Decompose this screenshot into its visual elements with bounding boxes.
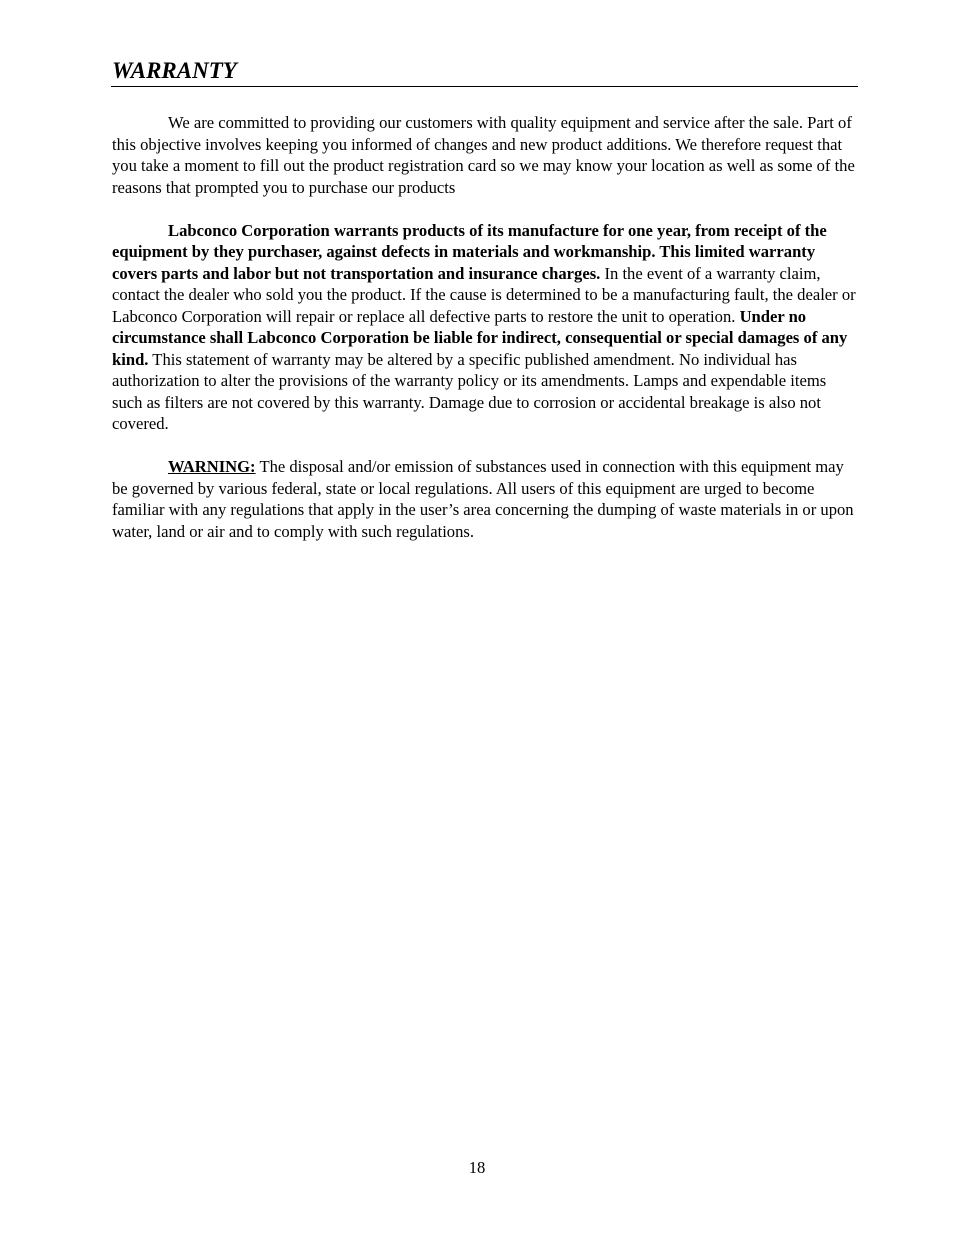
liability-statement: Under no circumstance shall Labconco Corporation be liable for indirect, consequential or special damages of any kind. [112, 306, 848, 369]
page-number: 18 [468, 1158, 486, 1177]
page-title: WARRANTY [112, 58, 237, 83]
warranty-closing-text: This statement of warranty may be altered by a specific published amendment. No individual has authorization to alter the provisions of the warranty policy or its amendments. Lamps and expendable items such as filters are not covered by this warranty. Damage due to corrosion or accidental breakage is also not covered. [112, 349, 827, 433]
warranty-claim-text: In the event of a warranty claim, contact the dealer who sold you the product. If the cause is determined to be a manufacturing fault, the dealer or Labconco Corporation will repair or replace all defective parts to restore the unit to operation. [112, 263, 856, 326]
intro-paragraph: We are committed to providing our customers with quality equipment and service after the sale. Part of this objective involves keeping you informed of changes and new product additions. We therefore request that you take a moment to fill out the product registration card so we may know your location as well as some of the reasons that prompted you to purchase our products [112, 113, 855, 197]
document-body [112, 112, 858, 564]
warning-label: WARNING: [168, 457, 256, 476]
page-heading [111, 56, 858, 87]
warranty-paragraph [112, 220, 858, 435]
warning-paragraph [112, 456, 858, 542]
warranty-statement: Labconco Corporation warrants products of its manufacture for one year, from receipt of the equipment by they purchaser, against defects in materials and workmanship. This limited warranty covers parts and labor but not transportation and insurance charges. [112, 220, 827, 283]
warning-text: The disposal and/or emission of substances used in connection with this equipment may be governed by various federal, state or local regulations. All users of this equipment are urged to become familiar with any regulations that apply in the user’s area concerning the dumping of waste materials in or upon water, land or air and to comply with such regulations. [112, 457, 854, 541]
